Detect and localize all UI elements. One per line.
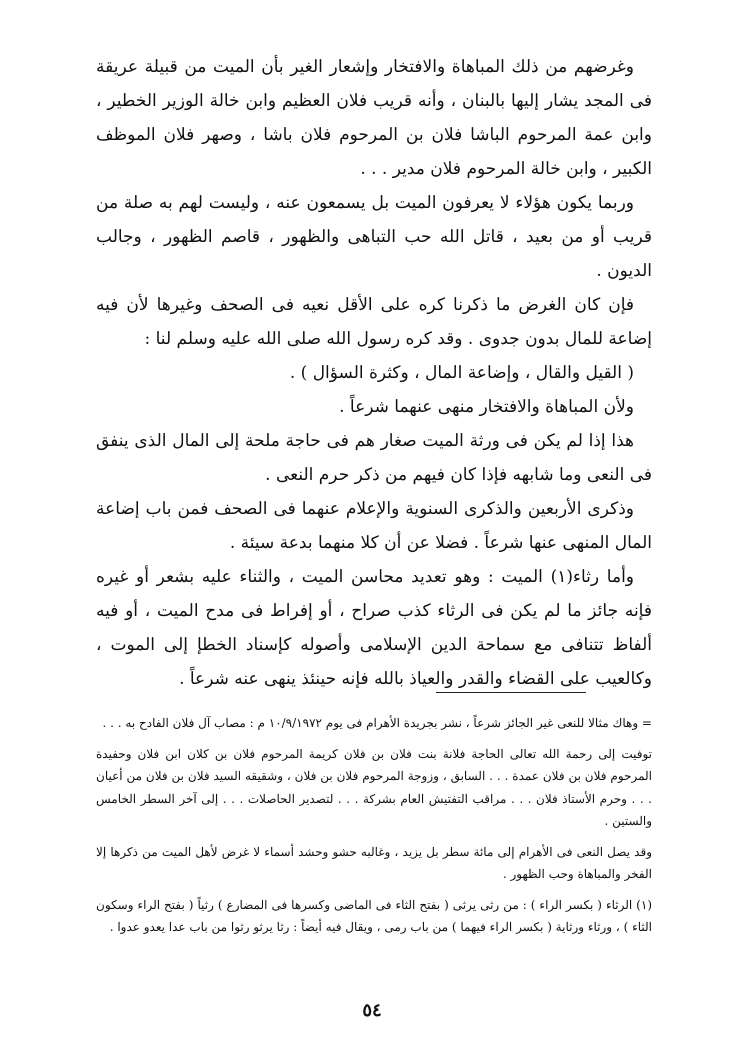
page-number: ٥٤ — [362, 1000, 382, 1021]
paragraph-5: هذا إذا لم يكن فى ورثة الميت صغار هم فى حاجة ملحة إلى المال الذى ينفق فى النعى وما شابهه فإذا كان فيهم من ذكر حرم النعى . — [96, 431, 652, 485]
main-text — [96, 50, 652, 696]
paragraph-1: وغرضهم من ذلك المباهاة والافتخار وإشعار الغير بأن الميت من قبيلة عريقة فى المجد يشار إليها بالبنان ، وأنه قريب فلان العظيم وابن خالة الوزير الخطير ، وابن عمة المرحوم الباشا فلان بن المرحوم فلان باشا ، وصهر فلان الموظف الكبير ، وابن خالة المرحوم فلان مدير . . . — [96, 57, 652, 179]
paragraph-3: فإن كان الغرض ما ذكرنا كره على الأقل نعيه فى الصحف وغيرها لأن فيه إضاعة للمال بدون جدوى . وقد كره رسول الله صلى الله عليه وسلم لنا : — [96, 295, 652, 349]
footnote-continuation: = وهاك مثالا للنعى غير الجائز شرعاً ، نشر بجريدة الأهرام فى يوم ١٠/٩/١٩٧٢ م : مصاب آل فلان الفادح به . . . — [102, 716, 652, 730]
footnote-1: (١) الرثاء ( بكسر الراء ) : من رثى يرثى ( بفتح الثاء فى الماضى وكسرها فى المضارع ) رثياً ( بفتح الراء وسكون الثاء ) ، ورثاء ورثاية ( بكسر الراء فيهما ) من باب رمى ، ويقال فيه أيضاً : رثا يرثو رثوا من باب عدا يعدو عدوا . — [96, 897, 652, 934]
footnote-remark: وقد يصل النعى فى الأهرام إلى مائة سطر بل يزيد ، وغالبه حشو وحشد أسماء لا غرض لأهل الميت من ذكرها إلا الفخر والمباهاة وحب الظهور . — [96, 844, 652, 881]
footnote-divider — [436, 692, 586, 693]
footnotes — [96, 712, 652, 939]
footnote-obituary-example: توفيت إلى رحمة الله تعالى الحاجة فلانة بنت فلان بن فلان كريمة المرحوم فلان بن كلان ابن فلان وحفيدة المرحوم فلان بن فلان عمدة . . . السابق ، وزوجة المرحوم فلان بن فلان ، وشقيقه السيد فلان بن فلان من أعيان . . . وحرم الأستاذ فلان . . . مراقب التفتيش العام بشركة . . . لتصدير الحاصلات . . . إلى آخر السطر الخامس والستين . — [96, 746, 652, 828]
paragraph-4: ولأن المباهاة والافتخار منهى عنهما شرعاً . — [339, 397, 634, 417]
paragraph-6: وذكرى الأربعين والذكرى السنوية والإعلام عنهما فى الصحف فمن باب إضاعة المال المنهى عنها شرعاً . فضلا عن أن كلا منهما بدعة سيئة . — [96, 499, 652, 553]
hadith-quote: ( القيل والقال ، وإضاعة المال ، وكثرة السؤال ) . — [289, 363, 634, 383]
paragraph-2: وربما يكون هؤلاء لا يعرفون الميت بل يسمعون عنه ، وليست لهم به صلة من قريب أو من بعيد ، قاتل الله حب التباهى والظهور ، قاصم الظهور ، وجالب الديون . — [96, 193, 652, 281]
paragraph-7: وأما رثاء(١) الميت : وهو تعديد محاسن الميت ، والثناء عليه بشعر أو غيره فإنه جائز ما لم يكن فى الرثاء كذب صراح ، أو إفراط فى مدح الميت ، أو فيه ألفاظ تتنافى مع سماحة الدين الإسلامى وأصوله كإسناد الخطإ إلى الموت ، وكالعيب على القضاء والقدر والعياذ بالله فإنه حينئذ ينهى عنه شرعاً . — [96, 567, 652, 689]
